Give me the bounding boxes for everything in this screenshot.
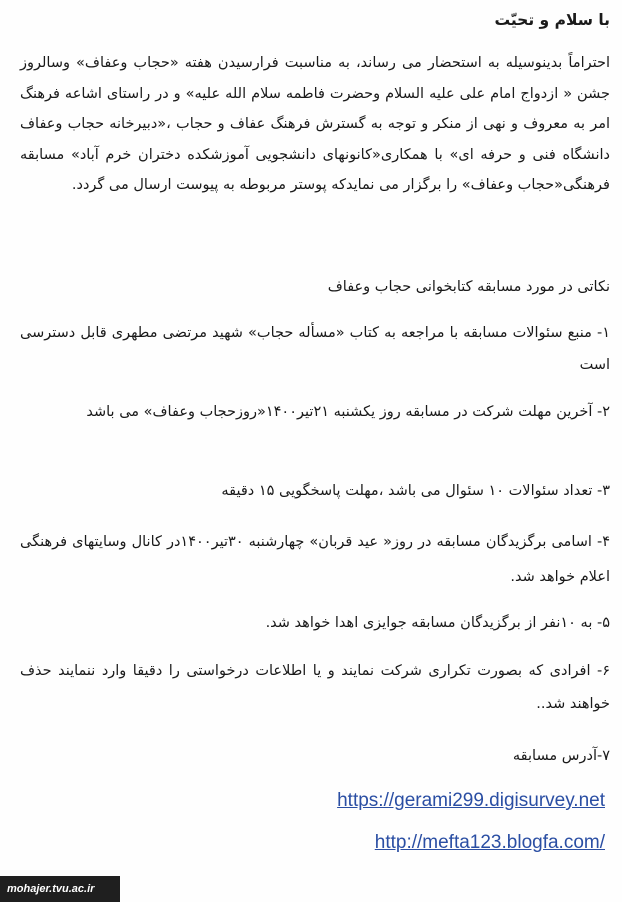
blog-link[interactable]: http://mefta123.blogfa.com/	[374, 832, 605, 853]
note-item: ۲- آخرین مهلت شرکت در مسابقه روز یکشنبه ۲۱تیر۱۴۰۰«روزحجاب وعفاف» می باشد	[86, 404, 610, 420]
note-item-address: ۷-آدرس مسابقه	[512, 748, 610, 764]
note-item: ۵- به ۱۰نفر از برگزیدگان مسابقه جوایزی اهدا خواهد شد.	[265, 615, 610, 631]
greeting: با سلام و تحیّت	[494, 11, 610, 29]
note-item: ۱- منبع سئوالات مسابقه با مراجعه به کتاب «مسأله حجاب» شهید مرتضی مطهری قابل دسترسی است	[20, 325, 610, 373]
note-item: ۶- افرادی که بصورت تکراری شرکت نمایند و یا اطلاعات درخواستی را دقیقا وارد ننمایند حذف خواهند شد..	[20, 663, 610, 712]
note-item: ۴- اسامی برگزیدگان مسابقه در روز« عید قربان» چهارشنبه ۳۰تیر۱۴۰۰در کانال وسایتهای فرهنگی اعلام خواهد شد.	[20, 534, 611, 585]
survey-link[interactable]: https://gerami299.digisurvey.net	[337, 790, 605, 811]
note-item: ۳- تعداد سئوالات ۱۰ سئوال می باشد ،مهلت پاسخگویی ۱۵ دقیقه	[221, 483, 610, 499]
site-watermark: mohajer.tvu.ac.ir	[0, 876, 120, 902]
intro-paragraph: احتراماً بدینوسیله به استحضار می رساند، به مناسبت فرارسیدن هفته «حجاب وعفاف» وسالروز جشن « ازدواج امام علی علیه السلام وحضرت فاطمه سلام الله علیه» و در راستای اشاعه فرهنگ امر به معروف و نهی از منکر و توجه به گسترش فرهنگ عفاف و حجاب ،«دبیرخانه حجاب وعفاف دانشگاه فنی و حرفه ای» با همکاری«کانونهای دانشجویی آموزشکده دختران خرم آباد» مسابقه فرهنگی«حجاب وعفاف» را برگزار می نمایدکه پوستر مربوطه به پیوست ارسال می گردد.	[20, 55, 610, 193]
notes-heading: نکاتی در مورد مسابقه کتابخوانی حجاب وعفاف	[327, 279, 610, 295]
